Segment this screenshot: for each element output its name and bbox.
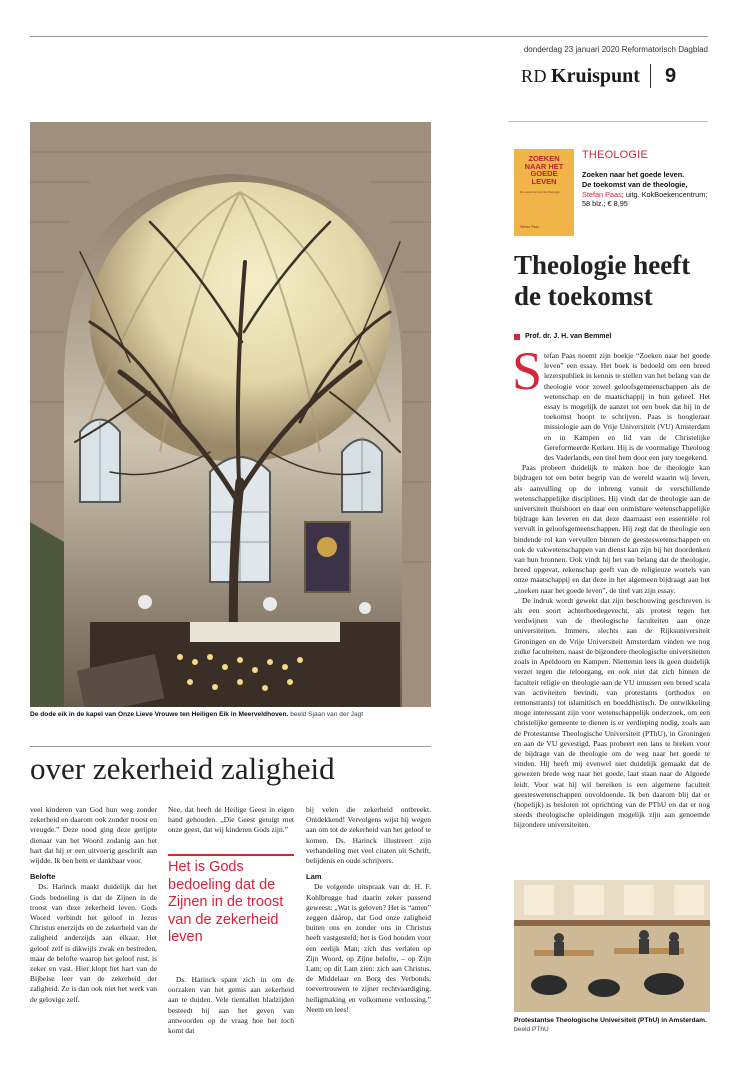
book-subtitle: De toekomst van de theologie, — [582, 179, 688, 189]
chapel-illustration — [30, 122, 431, 707]
photo-caption — [30, 711, 431, 718]
right-column-rule — [508, 121, 708, 122]
library-illustration — [514, 880, 710, 1012]
review-headline: Theologie heeft de toekomst — [514, 250, 691, 311]
article-paragraph: Ds. Harinck maakt duidelijk dat het Gods bedoeling is dat de Zijnen in de troost van deze zekerheid leven. Gods Woord verbindt het geloof in Jezus Christus enerzijds en de zekerheid van de zaligheid anderzijds aan elkaar. Het geloof zelf is dikwijls zwak en bestreden, maar de belofte waarop het geloof rust, is zeker en vast. Hier klopt het hart van de Bijbelse leer van de zekerheid der zaligheid. Ze is dan ook niet het werk van de gelovige zelf. — [30, 882, 157, 1004]
section-masthead — [521, 62, 711, 90]
review-paragraph: Paas probeert duidelijk te maken hoe de theologie kan bijdragen tot een beter begrip van de wereld waarin wij leven, als aanvulling op de inbreng vanuit de verschillende wetenschappelijke disciplines. Hij vindt dat de theologie aan de universiteit thuishoort en daar een onmisbare wetenschappelijke bijdrage kan leveren en dat deze daarnaast een essentiële rol vervult in geloofsgemeenschappen. Hij zegt dat de theologie een bindende rol kan vervullen binnen de geesteswetenschappen en ook de vakwetenschappen van dienst kan zijn bij het doordenken van hun bronnen. Ook vindt hij het van belang dat de theologie, breed opgevat, rekenschap geeft van de religieuze wortels van onze maatschappij en dat deze in het algemeen bijdraagt aan het „zoeken naar het goede leven”, de titel van zijn essay. — [514, 463, 710, 595]
page-number: 9 — [664, 64, 677, 87]
subheading-lam: Lam — [306, 872, 322, 882]
pthu-photo — [514, 880, 710, 1012]
article-column-2b — [168, 975, 294, 1036]
review-paragraph: De indruk wordt gewekt dat zijn beschouwing geschreven is als een soort achterhoedegevecht, als protest tegen het verdwijnen van de theologische faculteiten aan onze universiteiten. Immers, slechts aan de Rijksuniversiteit Groningen en de Vrije Universiteit Amsterdam vinden we nog zulke faculteiten, naast de bijzondere theologische universiteiten zoals in Apeldoorn en Kampen. Niettemin lees ik geen duidelijk verzet tegen die teloorgang, en ook niet dat zich binnen de faculteit religie en theologie aan de VU intussen een breed scala van activiteiten bevindt, van protestants (orthodox en remonstrants) tot islamitisch en boeddhistisch. De ontwikkeling moge interessant zijn voor wetenschappelijk onderzoek, om een christelijke gemeente te dienen is er verdieping nodig, zoals aan de Protestantse Theologische Universiteit (PThU), in Groningen en aan de VU gevestigd. Paas probeert een lans te breken voor de bijdrage van de theologie om de weg naar het goede te vinden. Hij heeft mij evenwel niet duidelijk gemaakt dat de gewezen brede weg naar het goede, laat staan naar de Algoede leidt. Voor wat hij wil bereiken is een algemene faculteit geesteswetenschappen onvoldoende. Ik ben daarom blij dat er (hopelijk) is besloten tot oprichting van de PThU en dat er nog steeds theologische opleidingen mogelijk zijn aan genoemde bijzondere universiteiten. — [514, 595, 710, 830]
article-paragraph: Ds. Harinck spant zich in om de oorzaken van het gemis aan zekerheid aan te duiden. Vele tientallen bladzijden besteedt hij aan het geven van antwoorden op de vraag hoe het toch komt dat — [168, 975, 294, 1036]
section-name: Kruispunt — [551, 64, 640, 87]
article-column-3 — [306, 805, 431, 1015]
pthu-caption-text: Protestantse Theologische Universiteit (PThU) in Amsterdam. — [514, 1017, 707, 1024]
rd-logo: RD — [521, 65, 548, 86]
subheading-belofte: Belofte — [30, 872, 56, 882]
pull-quote: Het is Gods bedoeling dat de Zijnen in de troost van de zekerheid leven — [168, 859, 284, 945]
masthead-divider — [650, 64, 651, 88]
article-column-2 — [168, 805, 294, 836]
issue-date: donderdag 23 januari 2020 — [523, 45, 620, 54]
drop-cap: S — [512, 341, 543, 401]
headline-rule — [30, 746, 431, 747]
book-info — [582, 170, 710, 209]
book-cover-author: Stefan Paas — [520, 225, 540, 229]
book-cover — [514, 149, 574, 236]
book-publisher-info: ; uitg. KokBoekencentrum; 58 blz.; € 8,95 — [582, 189, 708, 209]
book-cover-subtitle: De toekomst van de theologie — [520, 190, 560, 194]
pthu-photo-credit: beeld PThU — [514, 1026, 549, 1033]
review-body — [514, 351, 710, 831]
book-cover-title: ZOEKEN NAAR HET GOEDE LEVEN — [524, 154, 564, 186]
chapel-photo — [30, 122, 431, 707]
masthead-dateline — [524, 45, 708, 54]
byline-square-icon — [514, 334, 520, 340]
photo-credit: beeld Sjaan van der Jagt — [290, 711, 364, 718]
article-paragraph: Nee, dat heeft de Heilige Geest in eigen hand gehouden. „Die Geest getuigt met onze geest, dat wij kinderen Gods zijn.” — [168, 805, 294, 835]
article-paragraph: De volgende uitspraak van dr. H. F. Kohlbrugge had daarin zeker passend geweest: „Wat is geloven? Het is “amen” zeggen dáárop, dat God onze zaligheid buiten ons en zonder ons in Christus heeft vastgesteld; het is God houden voor een eerlijk Man; zich dus verlaten op Zijn Woord, op Zijne belofte, – op Zijn Lam; op dit Lam zien: zich aan Christus, de Middelaar en Borg des Verbonds, toevertrouwen te zijner rechtvaardiging, heiligmaking en volkomene verlossing.” Neem en lees! — [306, 882, 431, 1014]
article-paragraph: bij velen die zekerheid ontbreekt. Ontdekkend! Vervolgens wijst hij wegen aan om tot de zekerheid van het geloof te komen. Ds. Harinck illustreert zijn verhandeling met veel citaten uit Schrift, belijdenis en oude schrijvers. — [306, 805, 431, 866]
book-author: Stefan Paas — [582, 189, 622, 199]
article-headline: over zekerheid zaligheid — [30, 751, 335, 786]
review-category-label: THEOLOGIE — [582, 149, 648, 161]
byline — [514, 333, 611, 340]
article-paragraph: veel kinderen van God hun weg zonder zekerheid en daarom ook zonder troost en vreugde.” Deze nood ging deze gerijpte dienaar van het Woord zodanig aan het hart dat hij er een uitvoerig geschrift aan wijdde. Ik ben hem er dankbaar voor. — [30, 805, 157, 866]
book-title: Zoeken naar het goede leven. — [582, 170, 685, 179]
review-paragraph: tefan Paas noemt zijn boekje “Zoeken naar het goede leven” een essay. Het boek is bedoeld om een breed lezerspubliek in kennis te stellen van het belang van de theologie voor zowel geloofsgemeenschappen als de wetenschap en de maatschappij in hun geheel. Het essay is mogelijk de aanzet tot een boek dat hij in de toekomst hoopt te schrijven. Paas is hoogleraar missiologie aan de Vrije Universiteit (VU) Amsterdam en in Kampen en lid van de Christelijke Gereformeerde Kerken. Hij is de voormalige Theoloog des Vaderlands, een titel hem door een jury toegekend. — [544, 351, 710, 463]
pthu-photo-caption — [514, 1016, 710, 1034]
article-column-1 — [30, 805, 157, 1005]
quote-top-rule — [168, 854, 294, 856]
newspaper-name: Reformatorisch Dagblad — [621, 45, 708, 54]
photo-caption-text: De dode eik in de kapel van Onze Lieve Vrouwe ten Heiligen Eik in Meerveldhoven. — [30, 711, 289, 718]
byline-author: Prof. dr. J. H. van Bemmel — [525, 333, 612, 340]
header-rule — [30, 36, 708, 37]
